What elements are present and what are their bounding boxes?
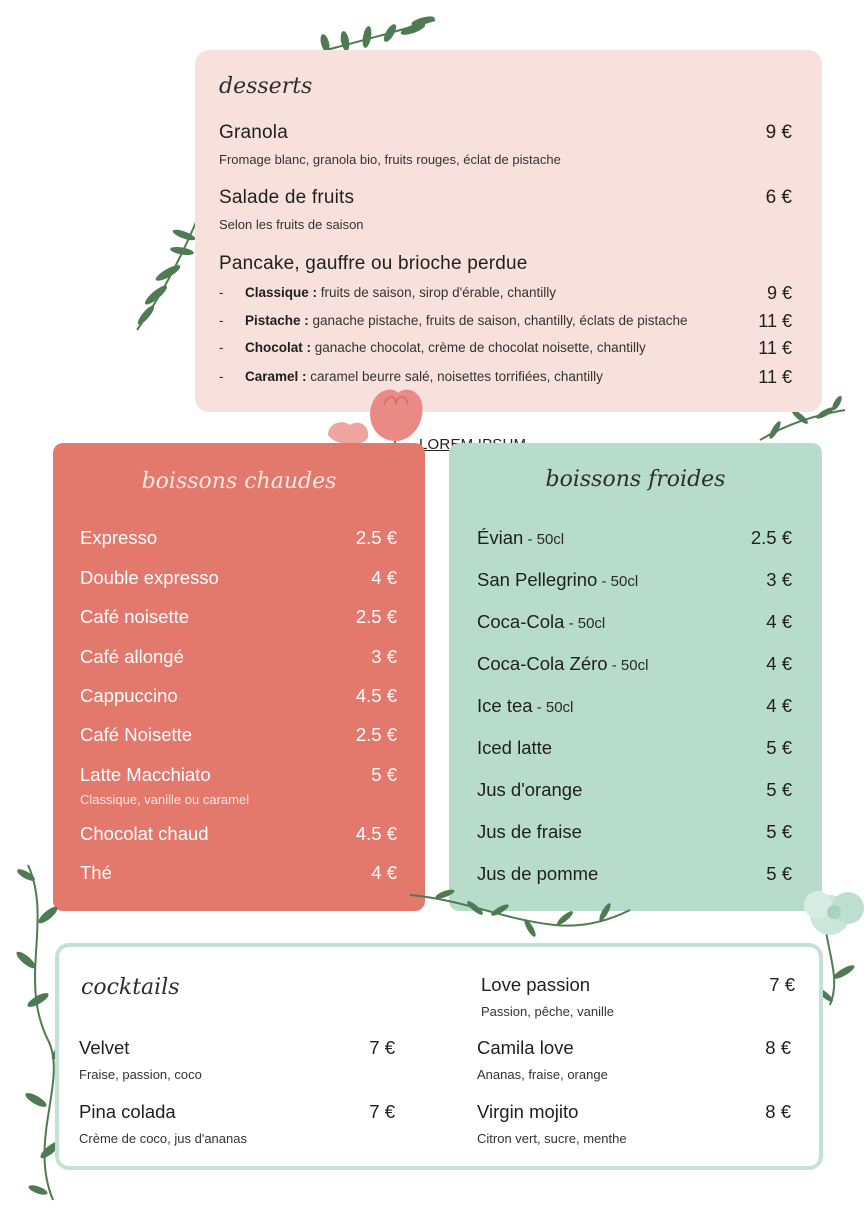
drink-name: Ice tea bbox=[477, 695, 533, 716]
drink-name: Café noisette bbox=[80, 606, 190, 627]
cold-drink-row bbox=[477, 527, 792, 549]
cocktail-desc: Fraise, passion, coco bbox=[79, 1067, 202, 1082]
drink-price: 4.5 € bbox=[355, 823, 397, 844]
leaf-sprig-left-icon bbox=[132, 215, 202, 335]
drink-name: Café Noisette bbox=[80, 724, 193, 745]
hot-drink-row bbox=[80, 646, 397, 668]
hot-drinks-title: boissons chaudes bbox=[141, 469, 337, 494]
cocktail-price: 7 € bbox=[769, 974, 795, 995]
dessert-item-salade bbox=[219, 187, 792, 232]
vine-middle-icon bbox=[405, 880, 635, 950]
drink-name: Jus d'orange bbox=[477, 779, 583, 800]
drink-name: Thé bbox=[80, 862, 112, 883]
cold-drinks-section bbox=[449, 443, 822, 911]
drink-price: 5 € bbox=[766, 779, 792, 800]
drink-name: Cappuccino bbox=[80, 685, 178, 706]
cocktail-name: Love passion bbox=[481, 974, 591, 995]
variant-price: 9 € bbox=[766, 283, 792, 303]
dessert-item-granola bbox=[219, 122, 792, 167]
cocktails-section bbox=[55, 943, 823, 1170]
drink-price: 4.5 € bbox=[355, 685, 397, 706]
hot-drink-row bbox=[80, 862, 397, 884]
dessert-name: Salade de fruits bbox=[219, 187, 355, 208]
dash: - bbox=[219, 340, 224, 355]
cocktail-item bbox=[477, 1037, 791, 1082]
variant-price: 11 € bbox=[758, 367, 792, 387]
drink-price: 5 € bbox=[766, 863, 792, 884]
drink-price: 5 € bbox=[766, 821, 792, 842]
cocktail-name: Camila love bbox=[477, 1037, 574, 1058]
drink-name: Coca-Cola bbox=[477, 611, 565, 632]
cold-drink-row bbox=[477, 653, 792, 675]
drink-price: 2.5 € bbox=[750, 527, 792, 548]
variant-desc: fruits de saison, sirop d'érable, chantilly bbox=[317, 285, 556, 300]
leaf-sprig-top-icon bbox=[305, 15, 445, 55]
desserts-title: desserts bbox=[219, 74, 313, 99]
drink-volume: - 50cl bbox=[607, 657, 649, 674]
cold-drink-row bbox=[477, 569, 792, 591]
cocktail-desc: Ananas, fraise, orange bbox=[477, 1067, 608, 1082]
drink-price: 3 € bbox=[371, 646, 397, 667]
desserts-section bbox=[195, 50, 822, 412]
drink-price: 2.5 € bbox=[355, 606, 397, 627]
cold-drink-row bbox=[477, 821, 792, 843]
drink-price: 2.5 € bbox=[355, 527, 397, 548]
drink-price: 3 € bbox=[766, 569, 792, 590]
drink-name: San Pellegrino bbox=[477, 569, 598, 590]
cocktail-item bbox=[79, 1037, 395, 1082]
cold-drink-row bbox=[477, 737, 792, 759]
drink-volume: - 50cl bbox=[523, 531, 565, 548]
cocktail-desc: Citron vert, sucre, menthe bbox=[477, 1131, 627, 1146]
variant-desc: ganache chocolat, crème de chocolat noisette, chantilly bbox=[311, 340, 646, 355]
dessert-desc: Selon les fruits de saison bbox=[219, 217, 364, 232]
hot-drink-row bbox=[80, 764, 397, 807]
lorem-ipsum-link[interactable]: LOREM bbox=[419, 436, 474, 453]
dessert-name: Pancake, gauffre ou brioche perdue bbox=[219, 253, 528, 274]
drink-name: Café allongé bbox=[80, 646, 184, 667]
hot-drink-row bbox=[80, 823, 397, 845]
drink-price: 5 € bbox=[766, 737, 792, 758]
drink-name: Expresso bbox=[80, 527, 158, 548]
variant-price: 11 € bbox=[758, 311, 792, 331]
drink-price: 4 € bbox=[766, 695, 792, 716]
variant-desc: ganache pistache, fruits de saison, chantilly, éclats de pistache bbox=[308, 313, 688, 328]
drink-price: 5 € bbox=[371, 764, 397, 785]
cocktails-title: cocktails bbox=[81, 975, 180, 1000]
drink-price: 4 € bbox=[371, 567, 397, 588]
hot-drink-row bbox=[80, 724, 397, 746]
variant-label: Pistache : bbox=[245, 313, 309, 328]
cocktail-name: Pina colada bbox=[79, 1101, 176, 1122]
hot-drink-row bbox=[80, 606, 397, 628]
dessert-desc: Fromage blanc, granola bio, fruits rouges, éclat de pistache bbox=[219, 152, 561, 167]
variant-desc: caramel beurre salé, noisettes torrifiées, chantilly bbox=[306, 369, 603, 384]
cocktail-price: 7 € bbox=[369, 1101, 395, 1122]
hot-drink-row bbox=[80, 685, 397, 707]
drink-name: Iced latte bbox=[477, 737, 553, 758]
hot-drink-row bbox=[80, 527, 397, 549]
drink-name: Latte Macchiato bbox=[80, 764, 211, 785]
drink-price: 4 € bbox=[766, 611, 792, 632]
cocktail-price: 7 € bbox=[369, 1037, 395, 1058]
drink-price: 4 € bbox=[766, 653, 792, 674]
drink-name: Double expresso bbox=[80, 567, 219, 588]
cocktail-price: 8 € bbox=[765, 1037, 791, 1058]
drink-subtitle: Classique, vanille ou caramel bbox=[80, 792, 250, 807]
drink-price: 2.5 € bbox=[355, 724, 397, 745]
cold-drink-row bbox=[477, 779, 792, 801]
dessert-name: Granola bbox=[219, 122, 288, 143]
variant-price: 11 € bbox=[758, 338, 792, 358]
cocktail-desc: Crème de coco, jus d'ananas bbox=[79, 1131, 247, 1146]
variant-label: Caramel : bbox=[245, 369, 307, 384]
dessert-price: 6 € bbox=[765, 187, 792, 208]
drink-name: Coca-Cola Zéro bbox=[477, 653, 608, 674]
dash: - bbox=[219, 369, 224, 384]
drink-volume: - 50cl bbox=[532, 699, 574, 716]
drink-price: 4 € bbox=[371, 862, 397, 883]
dessert-item-pancake bbox=[219, 253, 792, 275]
cocktail-item bbox=[477, 1101, 791, 1146]
cocktail-name: Velvet bbox=[79, 1037, 130, 1058]
drink-volume: - 50cl bbox=[597, 573, 639, 590]
variant-label: Chocolat : bbox=[245, 340, 311, 355]
hot-drink-row bbox=[80, 567, 397, 589]
dash: - bbox=[219, 313, 224, 328]
cocktail-price: 8 € bbox=[765, 1101, 791, 1122]
cocktail-item bbox=[481, 974, 795, 1019]
drink-name: Jus de fraise bbox=[477, 821, 582, 842]
cocktail-item bbox=[79, 1101, 395, 1146]
dessert-price: 9 € bbox=[765, 122, 792, 143]
drink-volume: - 50cl bbox=[564, 615, 606, 632]
variant-label: Classique : bbox=[245, 285, 318, 300]
cold-drink-row bbox=[477, 611, 792, 633]
cold-drink-row bbox=[477, 695, 792, 717]
hot-drinks-section bbox=[53, 443, 425, 911]
dash: - bbox=[219, 285, 224, 300]
drink-name: Évian bbox=[477, 527, 524, 548]
drink-name: Chocolat chaud bbox=[80, 823, 209, 844]
drink-name: Jus de pomme bbox=[477, 863, 599, 884]
cocktail-name: Virgin mojito bbox=[477, 1101, 579, 1122]
cold-drinks-title: boissons froides bbox=[545, 467, 726, 492]
cocktail-desc: Passion, pêche, vanille bbox=[481, 1004, 614, 1019]
